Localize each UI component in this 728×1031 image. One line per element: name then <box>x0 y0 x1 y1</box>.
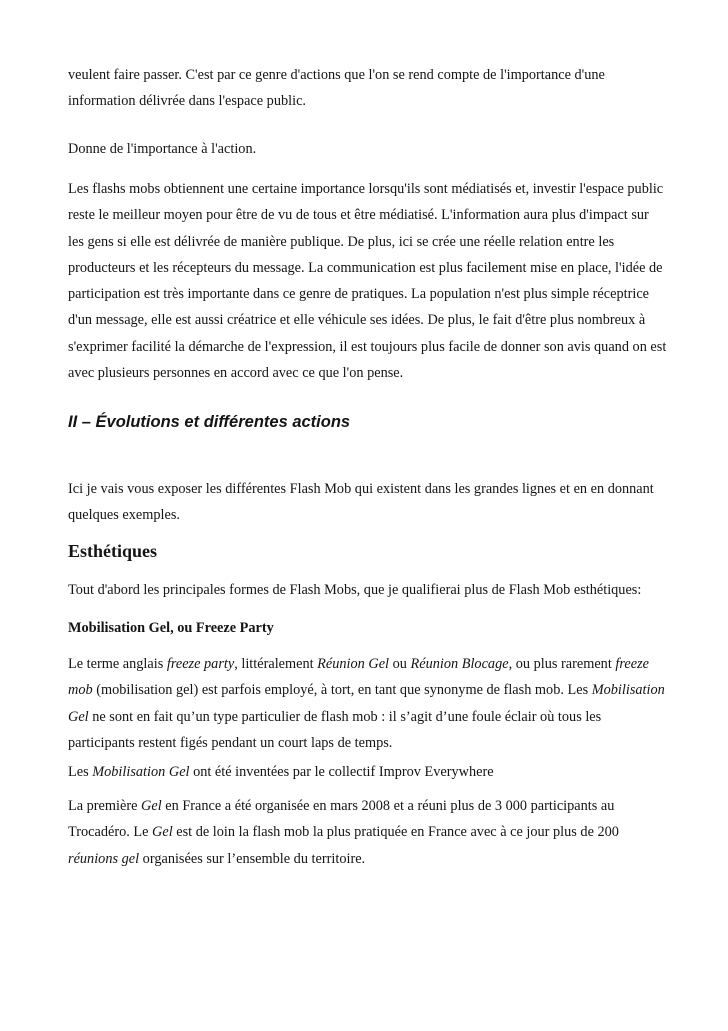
heading-mobilisation-gel: Mobilisation Gel, ou Freeze Party <box>68 620 274 636</box>
text-run: , littéralement <box>234 656 318 672</box>
italic-term: freeze party <box>166 656 235 672</box>
text-run: ou <box>389 656 411 672</box>
text-run: organisées sur l’ensemble du territoire. <box>139 850 366 867</box>
italic-term: Mobilisation Gel <box>92 764 190 780</box>
text-run: , ou plus rarement <box>508 656 616 672</box>
paragraph-flashmobs-media: Les flashs mobs obtiennent une certaine importance lorsqu'ils sont médiatisés et, investir l'espace public reste le meilleur moyen pour être de vu de tous et être médiatisé. L'information aura plus d'impact sur les gens si elle est délivrée de manière publique. De plus, ici se crée une réelle relation entre les producteurs et les récepteurs du message. La communication est plus facilement mise en place, l'idée de participation est très importante dans ce genre de pratiques. La population n'est plus simple réceptrice d'un message, elle est aussi créatrice et elle véhicule ses idées. De plus, le fait d'être plus nombreux à s'exprimer facilité la démarche de l'expression, il est toujours plus facile de donner son avis quand on est avec plusieurs personnes en accord avec ce que l'on pense. <box>68 181 667 382</box>
paragraph-importance: Donne de l'importance à l'action. <box>68 141 257 157</box>
text-run: Les <box>68 764 93 780</box>
text-run: Le terme anglais <box>68 656 167 672</box>
text-run: est de loin la flash mob la plus pratiquée en France avec à ce jour plus de 200 <box>172 824 619 841</box>
text-run: ne sont en fait qu’un type particulier de flash mob : il s’agit d’une foule éclair où tous les participants restent figés pendant un court laps de temps. <box>68 708 602 751</box>
paragraph-exposer: Ici je vais vous exposer les différentes Flash Mob qui existent dans les grandes lignes et en en donnant quelques exemples. <box>68 481 654 524</box>
paragraph-formes: Tout d'abord les principales formes de Flash Mobs, que je qualifierai plus de Flash Mob esthétiques: <box>68 582 642 598</box>
italic-term: Gel <box>141 798 162 814</box>
text-run: en France a été organisée en mars 2008 et a réuni plus de 3 000 participants au Trocadéro. Le <box>68 798 615 841</box>
text-run: (mobilisation gel) est parfois employé, à tort, en tant que synonyme de flash mob. Les <box>92 682 592 699</box>
paragraph-intro: veulent faire passer. C'est par ce genre d'actions que l'on se rend compte de l'importance d'une information délivrée dans l'espace public. <box>68 67 605 110</box>
italic-term: Réunion Gel <box>317 656 390 672</box>
section-heading-evolutions: II – Évolutions et différentes actions <box>68 413 351 431</box>
paragraph-invention <box>68 759 668 785</box>
heading-esthetiques: Esthétiques <box>68 541 158 561</box>
text-run: La première <box>68 798 142 814</box>
paragraph-premiere-gel <box>68 793 668 872</box>
italic-term: Mobilisation Gel <box>68 682 665 725</box>
paragraph-freeze-party <box>68 651 668 756</box>
italic-term: freeze mob <box>68 656 649 699</box>
italic-term: Gel <box>152 824 173 841</box>
italic-term: Réunion Blocage <box>410 656 509 672</box>
italic-term: réunions gel <box>68 850 140 867</box>
text-run: ont été inventées par le collectif Improv Everywhere <box>189 764 494 780</box>
